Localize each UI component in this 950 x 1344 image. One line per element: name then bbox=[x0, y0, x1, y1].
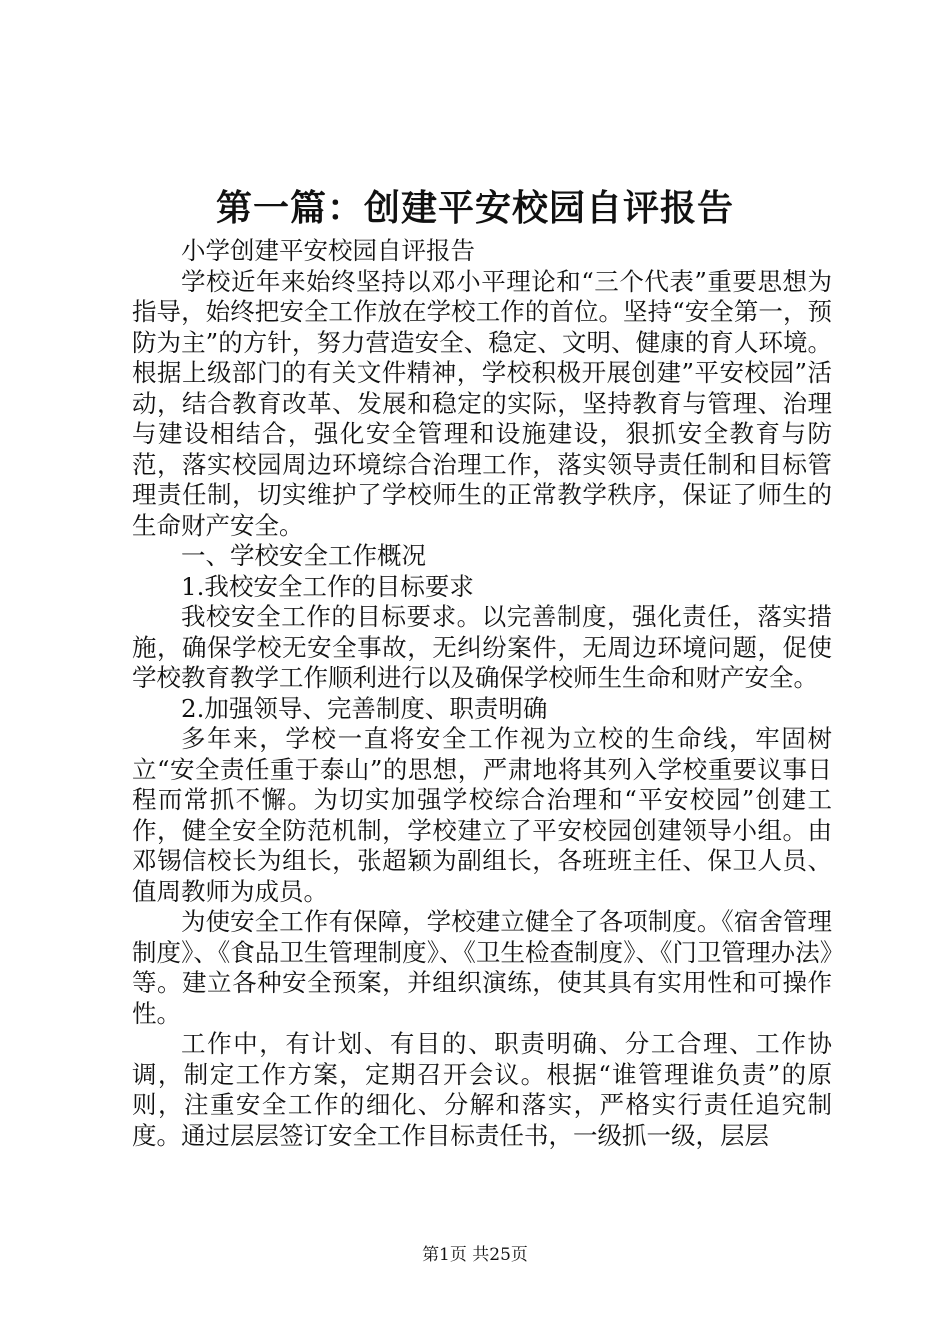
paragraph-leadership: 多年来，学校一直将安全工作视为立校的生命线，牢固树立“安全责任重于泰山”的思想，严肃地将其列入学校重要议事日程而常抓不懈。为切实加强学校综合治理和“平安校园”创建工作，健全安全防范机制，学校建立了平安校园创建领导小组。由邓锡信校长为组长，张超颖为副组长，各班班主任、保卫人员、值周教师为成员。 bbox=[132, 724, 832, 906]
page-number-footer: 第1页 共25页 bbox=[422, 1245, 528, 1265]
paragraph-goals: 我校安全工作的目标要求。以完善制度，强化责任，落实措施，确保学校无安全事故，无纠纷案件，无周边环境问题，促使学校教育教学工作顺利进行以及确保学校师生生命和财产安全。 bbox=[132, 602, 832, 692]
section-heading-1: 一、学校安全工作概况 bbox=[181, 541, 426, 570]
paragraph-systems: 为使安全工作有保障，学校建立健全了各项制度。《宿舍管理制度》、《食品卫生管理制度》、《卫生检查制度》、《门卫管理办法》等。建立各种安全预案，并组织演练，使其具有实用性和可操作性。 bbox=[132, 907, 832, 1028]
document-title: 第一篇：创建平安校园自评报告 bbox=[215, 187, 734, 229]
subsection-heading-2: 2.加强领导、完善制度、职责明确 bbox=[181, 693, 548, 723]
paragraph-subtitle: 小学创建平安校园自评报告 bbox=[181, 236, 475, 265]
paragraph-work: 工作中，有计划、有目的、职责明确、分工合理、工作协调，制定工作方案，定期召开会议。根据“谁管理谁负责”的原则，注重安全工作的细化、分解和落实，严格实行责任追究制度。通过层层签订安全工作目标责任书，一级抓一级，层层 bbox=[132, 1029, 832, 1150]
paragraph-intro: 学校近年来始终坚持以邓小平理论和“三个代表”重要思想为指导，始终把安全工作放在学校工作的首位。坚持“安全第一，预防为主”的方针，努力营造安全、稳定、文明、健康的育人环境。根据上级部门的有关文件精神，学校积极开展创建”平安校园”活动，结合教育改革、发展和稳定的实际，坚持教育与管理、治理与建设相结合，强化安全管理和设施建设，狠抓安全教育与防范，落实校园周边环境综合治理工作，落实领导责任制和目标管理责任制，切实维护了学校师生的正常教学秩序，保证了师生的生命财产安全。 bbox=[132, 266, 832, 540]
document-body bbox=[132, 236, 832, 1151]
subsection-heading-1: 1.我校安全工作的目标要求 bbox=[181, 571, 474, 601]
